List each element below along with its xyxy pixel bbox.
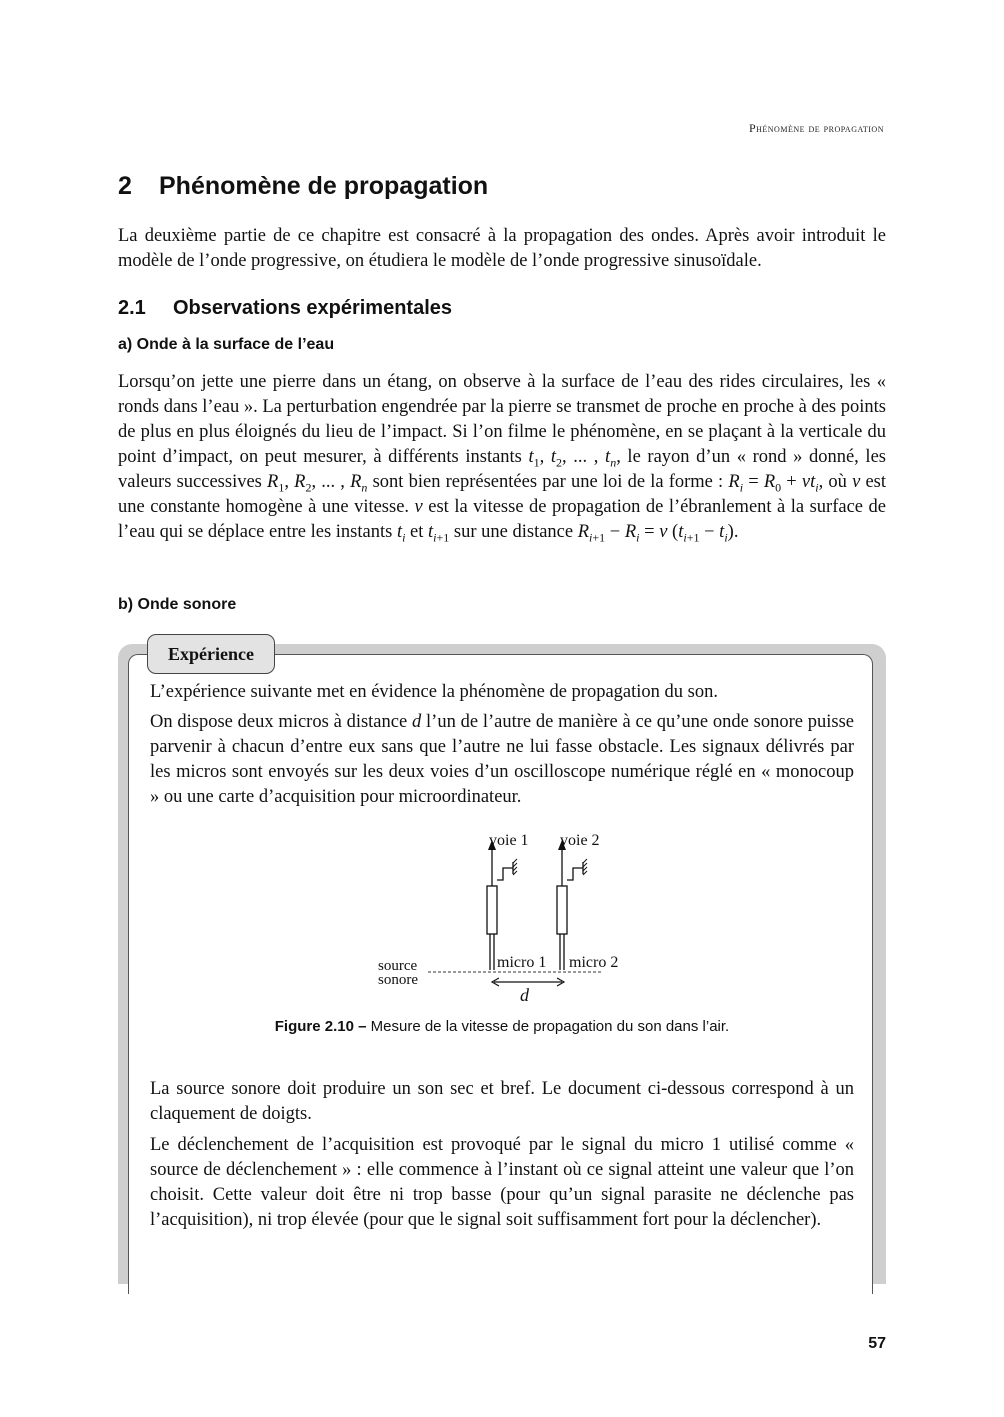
running-header: Phénomène de propagation — [748, 121, 884, 135]
figure-dash: – — [358, 1018, 367, 1035]
figure-caption-text: Mesure de la vitesse de propagation du son dans l’air. — [370, 1018, 730, 1035]
micro-1-body — [487, 886, 497, 934]
micro-1-label: micro 1 — [497, 954, 547, 971]
experience-paragraph-3: La source sonore doit produire un son sec et bref. Le document ci-dessous correspond à un claquement de doigts. — [150, 1079, 854, 1124]
experience-label: Expérience — [147, 634, 275, 674]
source-label-line-1: source — [378, 958, 418, 974]
voie-1-label: voie 1 — [489, 832, 529, 849]
page-number: 57 — [868, 1335, 886, 1352]
distance-label: d — [520, 985, 529, 1005]
figure-label: Figure 2.10 — [274, 1018, 354, 1035]
experience-paragraph-4: Le déclenchement de l’acquisition est provoqué par le signal du micro 1 utilisé comme « source de déclenchement » : elle commence à l’instant où ce signal atteint une valeur que l’on choisit. Cette valeur doit être ni trop basse (pour qu’un signal parasite ne déclenche pas l’acquisition), ni trop élevée (pour que le signal soit suffisamment fort pour la déclencher). — [150, 1135, 854, 1230]
subsection-title-text: Observations expérimentales — [173, 297, 453, 319]
subsection-title — [118, 297, 452, 320]
part-b-title: b) Onde sonore — [118, 596, 237, 613]
source-label-line-2: sonore — [378, 972, 418, 988]
microphone-diagram — [370, 820, 640, 1010]
figure-caption — [0, 1018, 1004, 1035]
section-intro: La deuxième partie de ce chapitre est consacré à la propagation des ondes. Après avoir introduit le modèle de l’onde progressive, on étudiera le modèle de l’onde progressive sinusoïdale. — [118, 226, 886, 271]
voie-2-label: voie 2 — [560, 832, 600, 849]
part-a-paragraph: Lorsqu’on jette une pierre dans un étang, on observe à la surface de l’eau des rides circulaires, les « ronds dans l’eau ». La perturbation engendrée par la pierre se transmet de proche en proche à des points de plus en plus éloignés du lieu de l’impact. Si l’on filme le phénomène, en se plaçant à la verticale du point d’impact, on peut mesurer, à différents instants $t_1$, $t_2$, ... , $t_n$, le rayon d’un « rond » donné, les valeurs successives $R_1$, $R_2$, ... , $R_n$ sont bien représentées par une loi de la forme : $R_i = R_0 + vt_i$, où v est une constante homogène à une vitesse. v est la vitesse de propagation de l’ébranlement à la surface de l’eau qui se déplace entre les instants $t_i$ et $t_{i+1}$ sur une distance $R_{i+1} - R_i = v$ $(t_{i+1} - t_i)$. — [118, 372, 887, 545]
experience-paragraph-2: On dispose deux micros à distance d l’un de l’autre de manière à ce qu’une onde sonore puisse parvenir à chacun d’entre eux sans que l’autre ne lui fasse obstacle. Les signaux délivrés par les micros sont envoyés sur les deux voies d’un oscilloscope numérique réglé en « monocoup » ou une carte d’acquisition pour microordinateur. — [150, 712, 855, 807]
experience-paragraph-1: L’expérience suivante met en évidence la phénomène de propagation du son. — [150, 682, 718, 702]
section-title-text: Phénomène de propagation — [159, 172, 489, 200]
micro-2-label: micro 2 — [569, 954, 619, 971]
section-number: 2 — [118, 172, 132, 200]
subsection-number: 2.1 — [118, 297, 146, 319]
part-a-title: a) Onde à la surface de l’eau — [118, 336, 335, 353]
section-title — [118, 172, 488, 201]
micro-2-assembly — [557, 840, 587, 970]
micro-2-body — [557, 886, 567, 934]
micro-1-assembly — [487, 840, 517, 970]
